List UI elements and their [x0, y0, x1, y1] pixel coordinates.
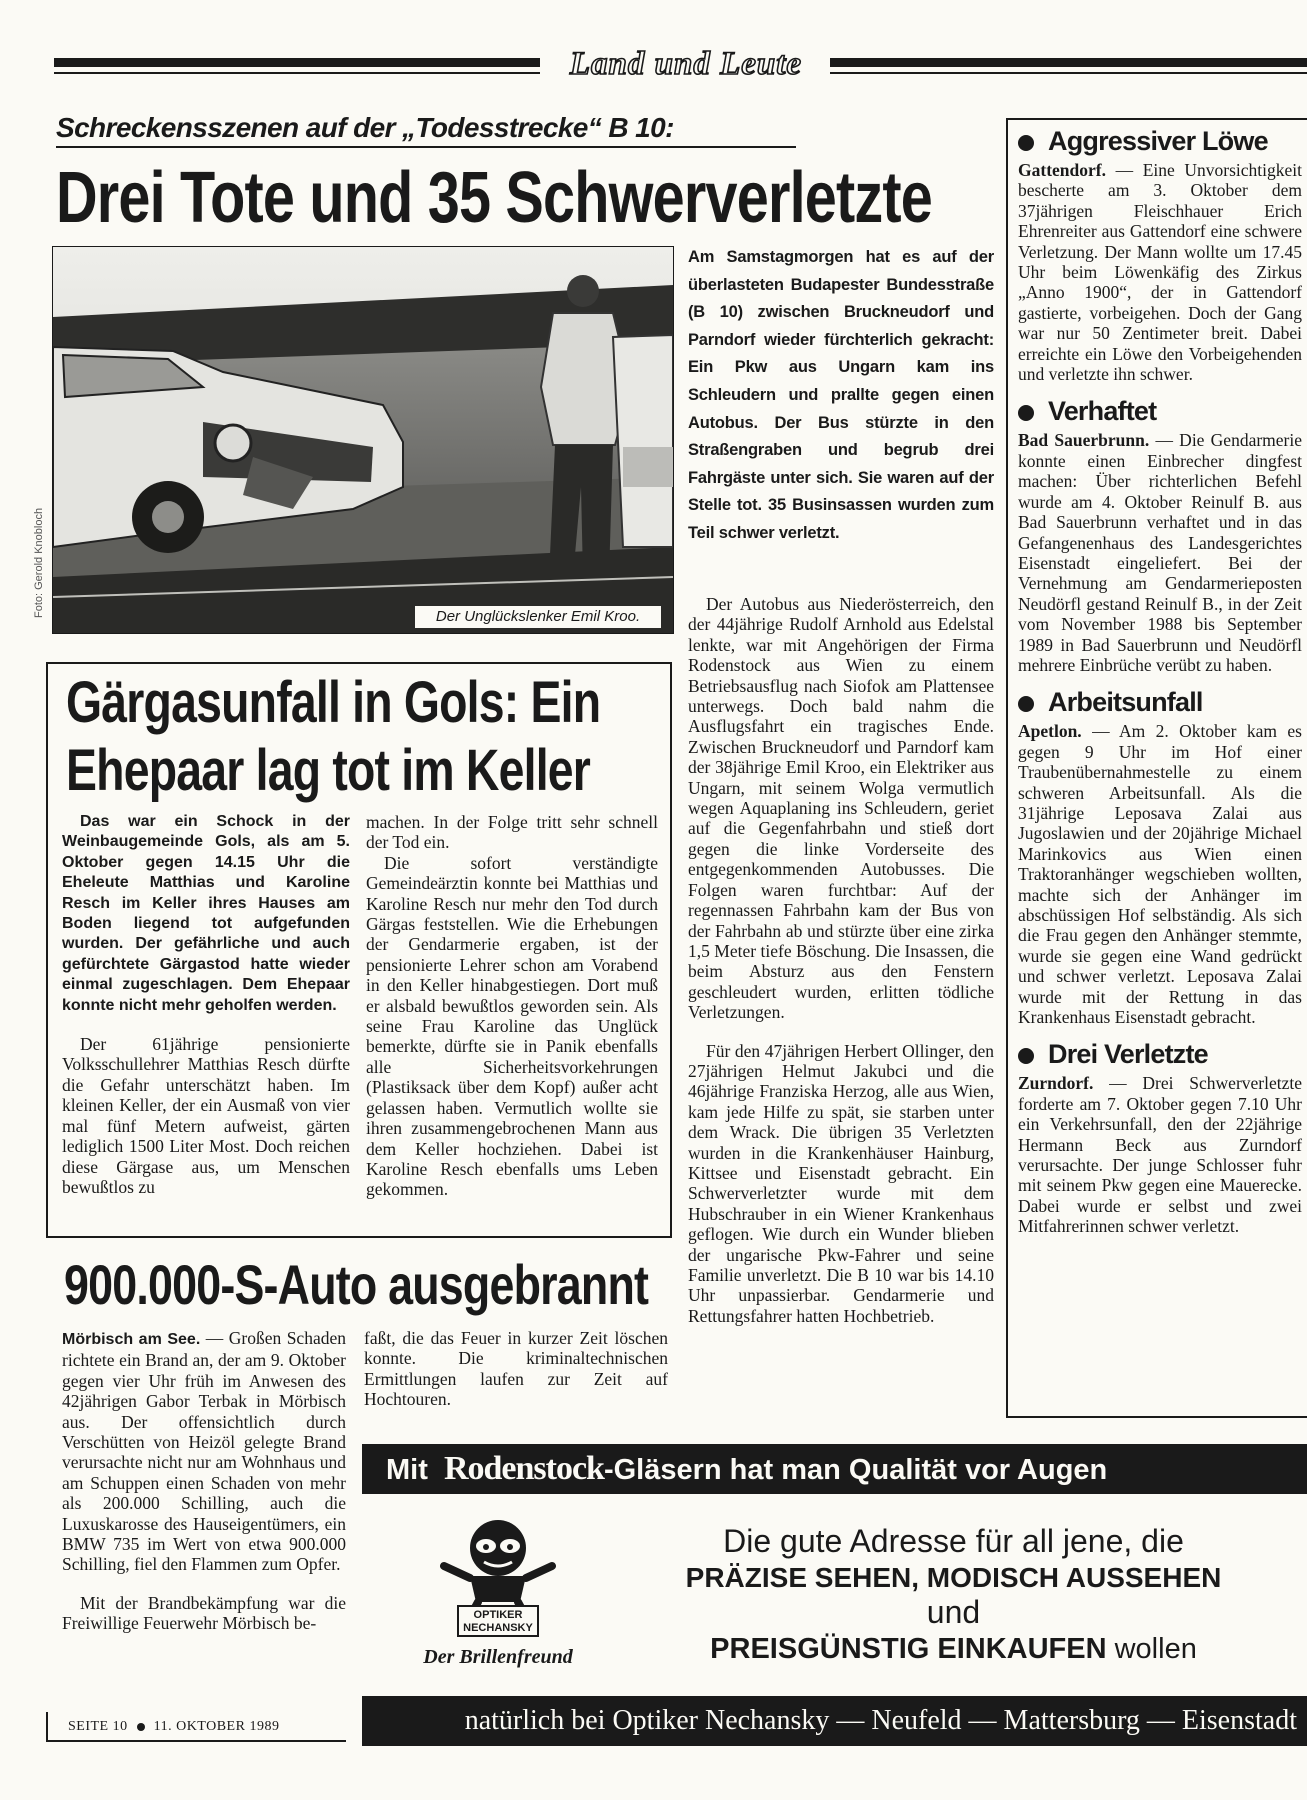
- sidebar-item-dateline: Bad Sauerbrunn.: [1018, 430, 1150, 451]
- bullet-icon: [1018, 135, 1034, 151]
- ad-banner: [362, 1444, 1307, 1494]
- sidebar-item-title: [1018, 1035, 1302, 1073]
- gas-col1: [62, 812, 350, 1197]
- kicker: Schreckensszenen auf der „Todesstrecke“ B 10:: [56, 112, 674, 143]
- sidebar-item-text: [1018, 430, 1302, 675]
- sidebar-item-body: — Eine Unvorsichtigkeit bescherte am 3. Oktober dem 37jährigen Fleischhauer Erich Ehrenreiter aus Gattendorf eine schwere Verletzung. Der Mann wollte um 17.45 Uhr beim Löwenkäfig des Zirkus „Anno 1900“, der in Gattendorf gastierte, vorbeigehen. Doch der Gang war nur 50 Zentimeter breit. Dabei erreichte ein Löwe den Vorbeigehenden und verletzte ihn schwer.: [1018, 160, 1302, 385]
- sidebar-item-title: [1018, 683, 1302, 721]
- sidebar-content: [1018, 122, 1302, 1237]
- sidebar-item-title-text: Aggressiver Löwe: [1048, 126, 1268, 156]
- main-headline: Drei Tote und 35 Schwerverletzte: [56, 158, 933, 238]
- header-rule-right-thin: [830, 72, 1307, 74]
- gas-col2: [366, 812, 658, 1200]
- sidebar-item-dateline: Apetlon.: [1018, 721, 1082, 742]
- gas-col2-p2: Die sofort verständigte Gemeindeärztin konnte bei Matthias und Karoline Resch nur mehr den Tod durch Gärgas feststellen. Wie die Erhebungen der Gendarmerie ergaben, ist der pensionierte Lehrer schon am Vorabend in den Keller hinabgestiegen. Dort muß er alsbald bewußtlos geworden sein. Als seine Frau Karoline das Unglück bemerkte, dürfte sie in Panik ebenfalls alle Sicherheitsvorkehrungen (Plastiksack über dem Kopf) außer acht gelassen haben. Vermutlich wollte sie ihren zusammengebrochenen Mann aus dem Keller hochziehen. Dabei ist Karoline Resch ebenfalls ums Leben gekommen.: [366, 852, 658, 1200]
- folio-page: SEITE 10: [68, 1719, 128, 1734]
- ad-line4: [600, 1630, 1307, 1668]
- sidebar-item-text: [1018, 160, 1302, 384]
- brillenfreund-logo: [398, 1506, 598, 1696]
- header-rule-left-thick: [54, 58, 540, 67]
- ad-line3: und: [926, 1594, 981, 1630]
- photo-illustration: [53, 247, 673, 633]
- sidebar-item-body: — Drei Schwerverletzte forderte am 7. Oktober gegen 7.10 Uhr ein Verkehrsunfall, den der 22jährige Hermann Beck aus Zurndorf verursachte. Der junge Schlosser fuhr mit seinem Pkw gegen eine Mauerecke. Dabei wurde er selbst und zwei Mitfahrerinnen schwer verletzt.: [1018, 1073, 1303, 1237]
- logo-arc-text: Der Brillenfreund: [423, 1646, 573, 1668]
- ad-footer-bar: natürlich bei Optiker Nechansky — Neufeld — Mattersburg — Eisenstadt: [362, 1696, 1307, 1746]
- folio-date: 11. OKTOBER 1989: [153, 1719, 280, 1734]
- ad-line1: Die gute Adresse für all jene, die: [723, 1523, 1184, 1559]
- fire-dateline: Mörbisch am See.: [62, 1331, 201, 1348]
- bullet-icon: [1018, 405, 1034, 421]
- accident-photo: [52, 246, 674, 634]
- main-body-paragraph: Der Autobus aus Niederösterreich, den der 44jährige Rudolf Arnhold aus Edelstal lenkte, war mit Angehörigen der Firma Rodenstock aus Wien zu einem Betriebsausflug nach Siofok am Plattensee unterwegs. Doch bald nahm die Ausflugsfahrt ein tragisches Ende. Zwischen Bruckneudorf und Parndorf kam der 38jährige Emil Kroo, ein Elektriker aus Ungarn, mit seinem Wolga vermutlich wegen Aquaplaning ins Schleudern, geriet auf die Gegenfahrbahn und stieß dort gegen die linke Vorderseite des entgegenkommenden Autobusses. Die Folgen waren furchtbar: Auf der regennassen Fahrbahn kam der Bus von der Fahrbahn ab und stürzte über eine zirka 1,5 Meter tiefe Böschung. Die Insassen, die beim Absturz aus den Fenstern geschleudert wurden, erlitten tödliche Verletzungen.: [688, 594, 994, 1023]
- ad-line4-normal: wollen: [1114, 1633, 1197, 1665]
- folio: [46, 1712, 346, 1742]
- fire-col1: [62, 1328, 346, 1634]
- sidebar-item-text: [1018, 1073, 1302, 1236]
- logo-sign-line2: NECHANSKY: [463, 1622, 533, 1634]
- sidebar-item-title-text: Drei Verletzte: [1048, 1039, 1208, 1070]
- sidebar-item-title: [1018, 122, 1302, 160]
- gas-lead: Das war ein Schock in der Weinbaugemeinde Gols, als am 5. Oktober gegen 14.15 Uhr die Eheleute Matthias und Karoline Resch im Keller ihres Hauses am Boden liegend tot aufgefunden wurden. Der gefährliche und auch gefürchtete Gärgastod hatte wieder einmal zugeschlagen. Dem Ehepaar konnte nicht mehr geholfen werden.: [62, 813, 350, 1014]
- fire-col2-text: faßt, die das Feuer in kurzer Zeit löschen konnte. Die kriminaltechnischen Ermittlungen laufen zur Zeit auf Hochtouren.: [364, 1328, 668, 1410]
- folio-bullet-icon: [137, 1723, 145, 1731]
- sidebar-item-dateline: Gattendorf.: [1018, 160, 1106, 180]
- main-body-paragraph: Für den 47jährigen Herbert Ollinger, den 27jährigen Helmut Jakubci und die 46jährige Franziska Herzog, alle aus Wien, kam jede Hilfe zu spät, sie starben unter dem Wrack. Die übrigen 35 Verletzten wurden in die Krankenhäuser Hainburg, Kittsee und Eisenstadt gebracht. Ein Schwerverletzter wurde mit dem Hubschrauber in ein Wiener Krankenhaus geflogen. Wie durch ein Wunder blieben der ungarische Pkw-Fahrer und seine Familie unverletzt. Die B 10 war bis 14.10 Uhr unpassierbar. Gendarmerie und Rettungsfahrer hatten Hochbetrieb.: [688, 1040, 994, 1326]
- sidebar-item: [1018, 392, 1302, 675]
- fire-col1-p1: [62, 1328, 346, 1575]
- rodenstock-logo: Rodenstock: [443, 1450, 604, 1487]
- bullet-icon: [1018, 1048, 1034, 1064]
- sidebar-item: [1018, 122, 1302, 384]
- sidebar-item-title: [1018, 392, 1302, 430]
- sidebar-item-body: — Am 2. Oktober kam es gegen 9 Uhr im Hof einer Traubenübernahmestelle zu einem schweren Arbeitsunfall. Als die 31jährige Leposava Zalai aus Jugoslawien und der 20jährige Michael Marinkovics aus Wien einen Traktoranhänger wegschieben wollten, machte sich der Anhänger im abschüssigen Hof selbständig. Als sich die Frau gegen den Anhänger stemmte, wurde sie gegen eine Wand gedrückt und schwer verletzt. Leposava Zalai wurde mit der Rettung in das Krankenhaus Eisenstadt gebracht.: [1018, 721, 1302, 1028]
- sidebar-item-text: [1018, 721, 1302, 1027]
- main-lead: Am Samstagmorgen hat es auf der überlasteten Budapester Bundesstraße (B 10) zwischen Bruckneudorf und Parndorf wieder fürchterlich gekracht: Ein Pkw aus Ungarn kam ins Schleudern und prallte gegen einen Autobus. Der Bus stürzte in den Straßengraben und begrub drei Fahrgäste unter sich. Sie waren auf der Stelle tot. 35 Businsassen wurden zum Teil schwer verletzt.: [688, 248, 994, 542]
- sidebar-item-dateline: Zurndorf.: [1018, 1073, 1094, 1094]
- gas-headline-line1: Gärgasunfall in Gols: Ein: [66, 670, 601, 735]
- header-rule-left-thin: [54, 72, 540, 74]
- header-rule-right-thick: [830, 58, 1307, 67]
- sidebar-item-title-text: Verhaftet: [1048, 396, 1157, 427]
- photo-credit: Foto: Gerold Knobloch: [33, 507, 45, 618]
- ad-line2: PRÄZISE SEHEN, MODISCH AUSSEHEN: [685, 1562, 1222, 1593]
- sidebar-item-body: — Die Gendarmerie konnte einen Einbrecher dingfest machen: Über richterlichen Befehl wurde am 4. Oktober Reinulf B. aus Bad Sauerbrunn verhaftet und in das Gefangenenhaus des Landesgerichtes Eisenstadt eingeliefert. Bei der Vernehmung am Gendarmerieposten Neudörfl gestand Reinulf B., in der Zeit vom November 1988 bis September 1989 in Bad Sauerbrunn und Neudörfl mehrere Einbrüche verübt zu haben.: [1018, 430, 1303, 675]
- sidebar-item: [1018, 1035, 1302, 1236]
- photo-caption: Der Unglückslenker Emil Kroo.: [415, 606, 661, 628]
- fire-headline: 900.000-S-Auto ausgebrannt: [64, 1253, 649, 1316]
- main-body: [688, 594, 994, 1326]
- ad-line4-bold: PREISGÜNSTIG EINKAUFEN: [710, 1633, 1107, 1665]
- ad-banner-pre: Mit: [386, 1454, 428, 1486]
- gas-col2-p1: machen. In der Folge tritt sehr schnell der Tod ein.: [366, 812, 658, 853]
- sidebar-item-title-text: Arbeitsunfall: [1048, 687, 1203, 718]
- gas-headline-line2: Ehepaar lag tot im Keller: [66, 738, 591, 803]
- fire-col1-p1-text: — Großen Schaden richtete ein Brand an, der am 9. Oktober gegen vier Uhr früh im Anwesen des 42jährigen Gabor Terbak in Mörbisch aus. Der offensichtlich durch Verschütten von Heizöl gelegte Brand verursachte nicht nur am Wohnhaus und am Schuppen einen Schaden von mehr als 200.000 Schilling, auch die Luxuskarosse des Hauseigentümers, ein BMW 735 im Wert von etwa 900.000 Schilling, fiel den Flammen zum Opfer.: [62, 1328, 346, 1575]
- fire-col1-p2: Mit der Brandbekämpfung war die Freiwillige Feuerwehr Mörbisch be-: [62, 1592, 346, 1634]
- gas-col1-text: Der 61jährige pensionierte Volksschullehrer Matthias Resch dürfte die Gefahr unterschätzt haben. Im kleinen Keller, der ein Ausmaß von vier mal fünf Metern aufweist, gärten lediglich 1500 Liter Most. Doch reichen diese Gärgase aus, um Menschen bewußtlos zu: [62, 1034, 350, 1197]
- kicker-underline: [56, 146, 796, 148]
- ad-banner-post: -Gläsern hat man Qualität vor Augen: [603, 1454, 1108, 1486]
- section-flag: Land und Leute: [569, 46, 803, 82]
- bullet-icon: [1018, 696, 1034, 712]
- fire-col2: [364, 1328, 668, 1410]
- sidebar-item: [1018, 683, 1302, 1027]
- logo-sign-line1: OPTIKER: [473, 1609, 523, 1621]
